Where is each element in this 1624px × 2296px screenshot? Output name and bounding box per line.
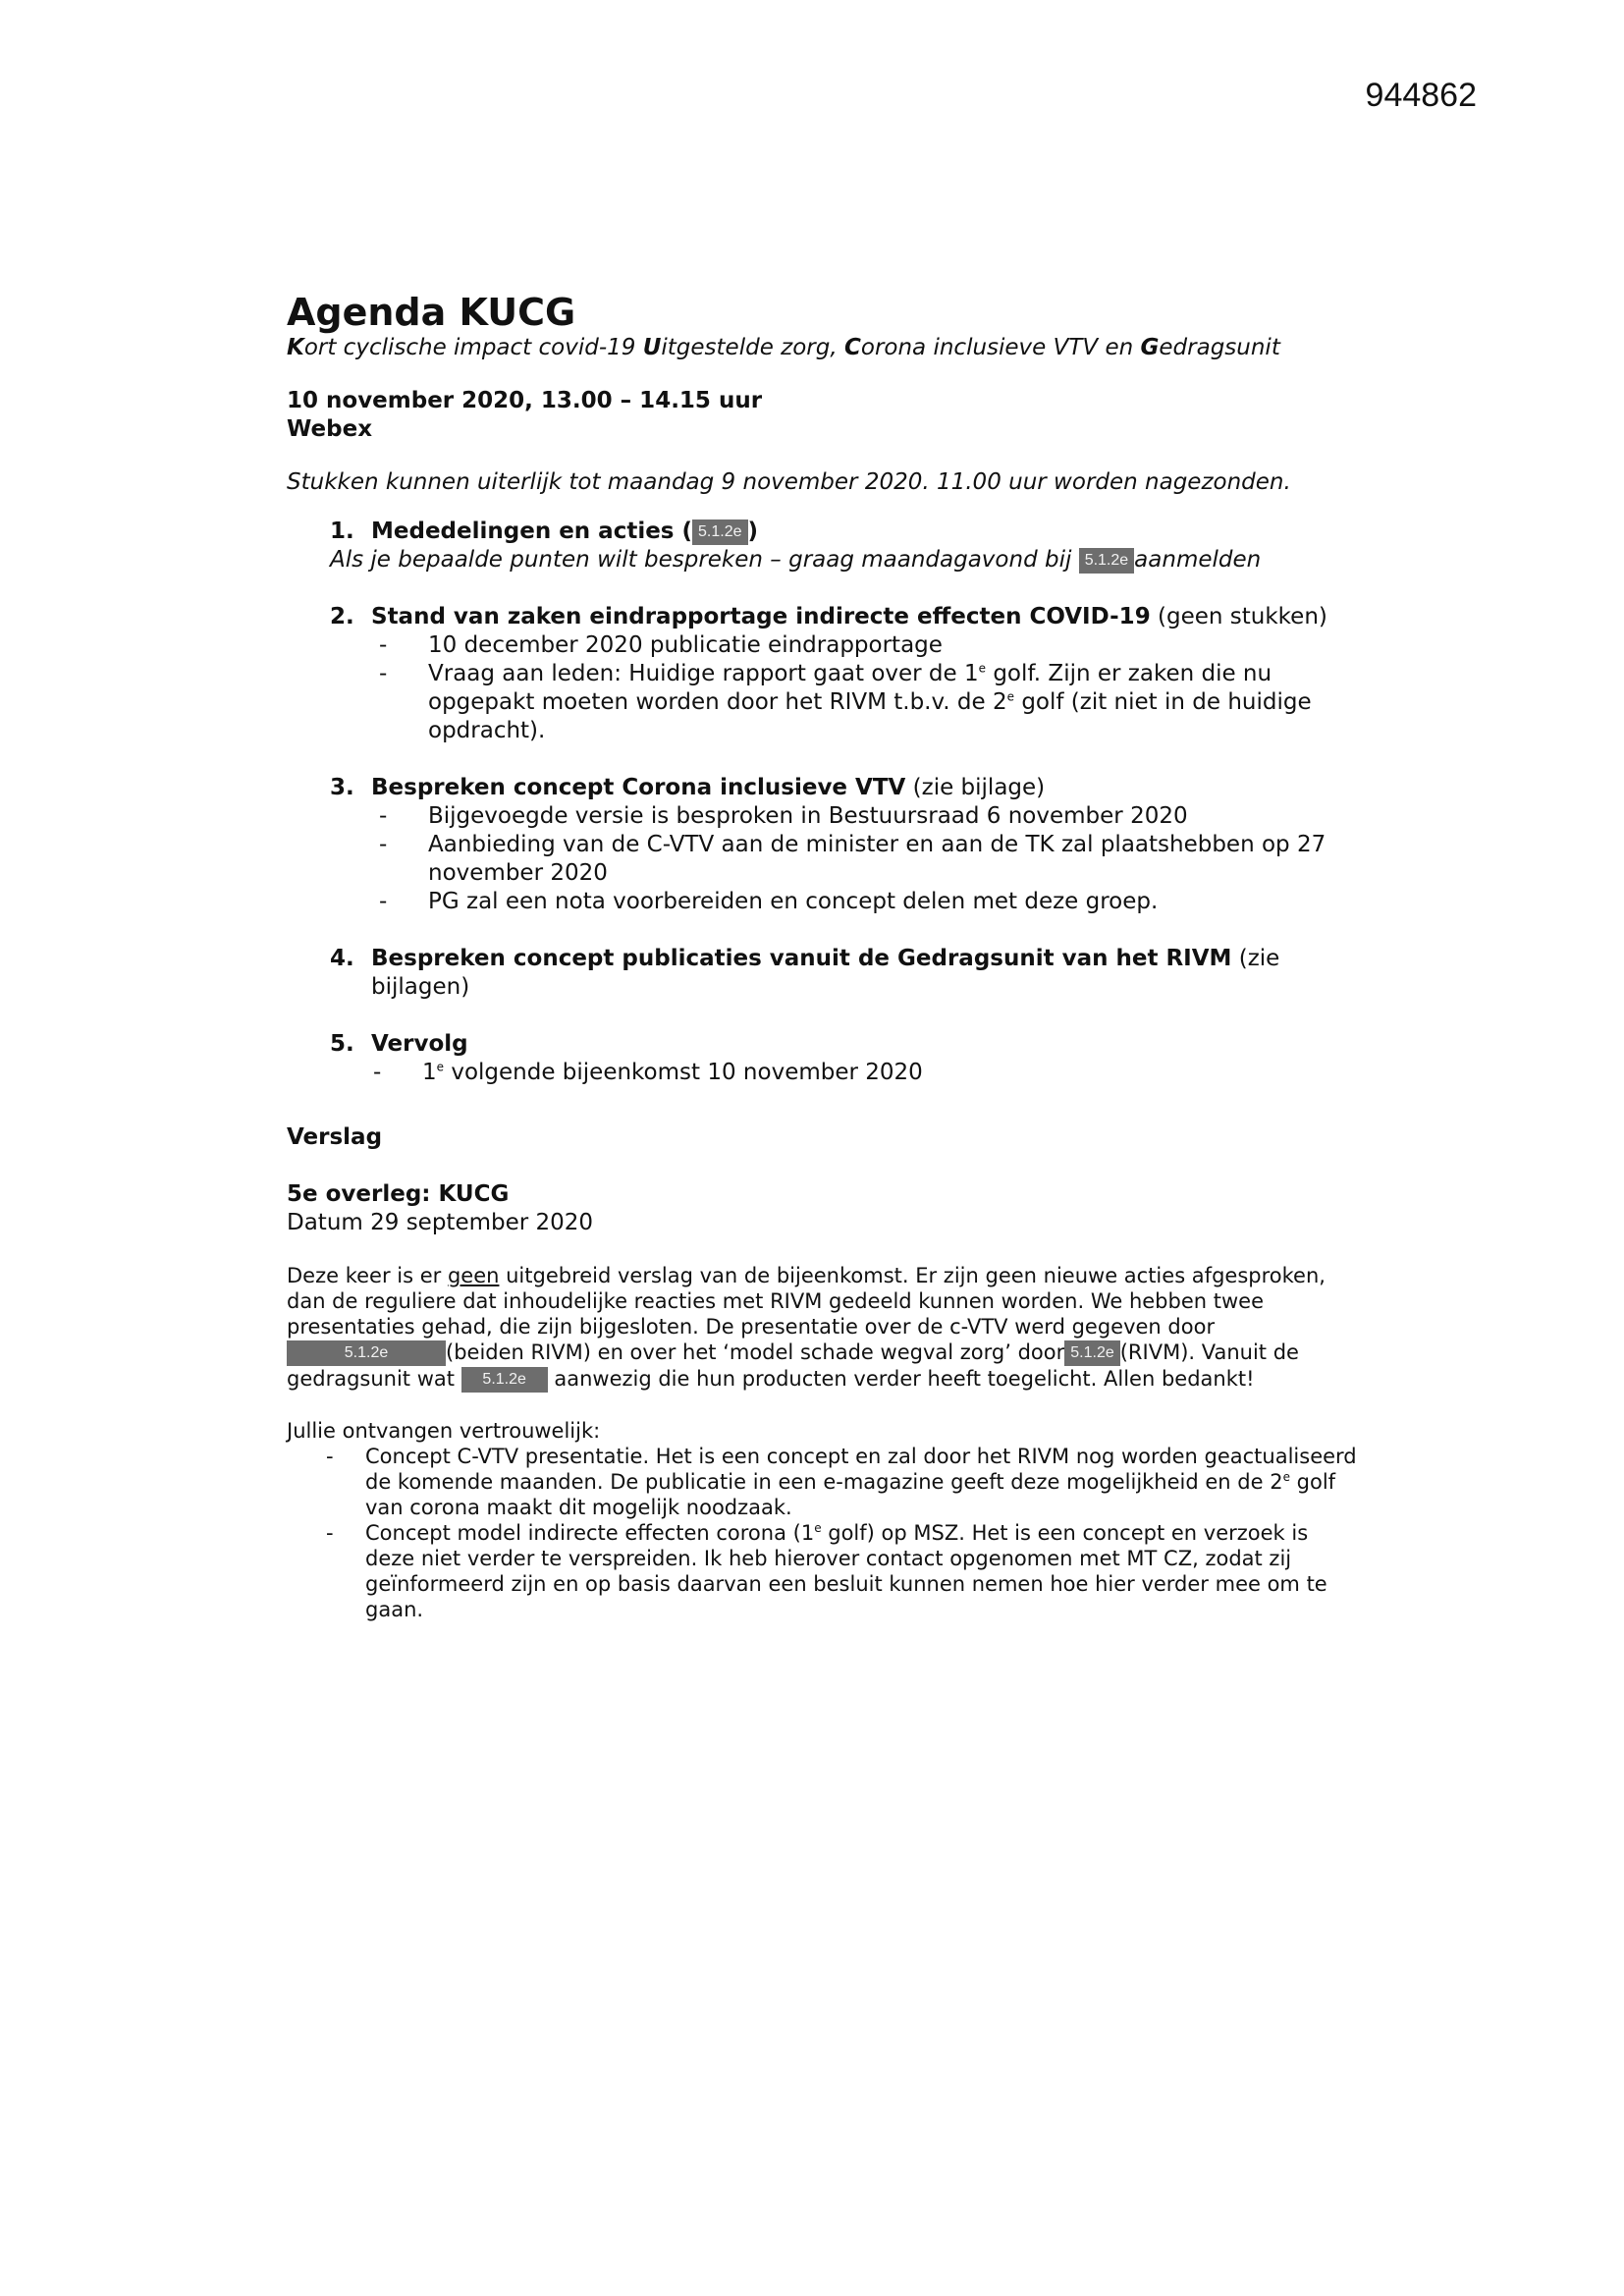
agenda-list <box>287 518 1357 1087</box>
agenda-item-3: 3. Bespreken concept Corona inclusieve VTV (zie bijlage) - Bijgevoegde versie is besproken in Bestuursraad 6 november 2020 - Aanbieding van de C-VTV aan de minister en aan de TK zal plaatshebben op 27 november 2020 - PG zal een nota voorbereiden en concept delen met deze groep. <box>330 774 1357 916</box>
item-title: Bespreken concept Corona inclusieve VTV <box>371 775 906 800</box>
list-item: - 1e volgende bijeenkomst 10 november 2020 <box>373 1059 1357 1087</box>
item-subtext: Als je bepaalde punten wilt bespreken – graag maandagavond bij 5.1.2e aanmelden <box>330 547 1262 573</box>
item-bullets <box>330 802 1357 916</box>
subtitle: Kort cyclische impact covid-19 Uitgestelde zorg, Corona inclusieve VTV en Gedragsunit <box>287 335 1280 360</box>
list-item: - Concept model indirecte effecten corona (1e golf) op MSZ. Het is een concept en verzoek is deze niet verder te verspreiden. Ik heb hierover contact opgenomen met MT CZ, zodat zij geïnformeerd zijn en op basis daarvan een besluit kunnen nemen hoe hier verder mee om te gaan. <box>326 1520 1357 1622</box>
item-number: 5. <box>330 1031 354 1057</box>
submission-note: Stukken kunnen uiterlijk tot maandag 9 november 2020. 11.00 uur worden nagezonden. <box>287 469 1291 495</box>
item-title: Vervolg <box>371 1031 468 1057</box>
agenda-item-2: 2. Stand van zaken eindrapportage indirecte effecten COVID-19 (geen stukken) - 10 december 2020 publicatie eindrapportage - Vraag aan leden: Huidige rapport gaat over de 1e golf. Zijn er zaken die nu opgepakt moeten worden door het RIVM t.b.v. de 2e golf (zit niet in de huidige opdracht). <box>330 603 1357 745</box>
item-bullets <box>330 631 1357 745</box>
list-item: - Aanbieding van de C-VTV aan de minister en aan de TK zal plaatshebben op 27 november 2020 <box>379 831 1357 888</box>
redaction-box: 5.1.2e <box>1064 1340 1119 1366</box>
report-paragraph: Deze keer is er geen uitgebreid verslag van de bijeenkomst. Er zijn geen nieuwe acties afgesproken, dan de reguliere dat inhoudelijke reacties met RIVM gedeeld kunnen worden. We hebben twee presentaties gehad, die zijn bijgesloten. De presentatie over de c-VTV werd gegeven door 5.1.2e (beiden RIVM) en over het ‘model schade wegval zorg’ door 5.1.2e (RIVM). Vanuit de gedragsunit wat 5.1.2e aanwezig die hun producten verder heeft toegelicht. Allen bedankt! <box>287 1264 1326 1391</box>
item-title: Bespreken concept publicaties vanuit de Gedragsunit van het RIVM <box>371 946 1232 971</box>
item-number: 1. <box>330 519 354 544</box>
meeting-title: 5e overleg: KUCG <box>287 1181 510 1207</box>
list-item: - 10 december 2020 publicatie eindrapportage <box>379 631 1357 660</box>
item-number: 4. <box>330 946 354 971</box>
item-title: Stand van zaken eindrapportage indirecte effecten COVID-19 <box>371 604 1151 629</box>
report-heading: Verslag <box>287 1124 383 1150</box>
list-item: - Bijgevoegde versie is besproken in Bestuursraad 6 november 2020 <box>379 802 1357 831</box>
meeting-meta <box>287 387 1357 444</box>
report-body <box>287 1263 1357 1622</box>
meeting-date: 10 november 2020, 13.00 – 14.15 uur <box>287 388 763 413</box>
agenda-item-4: 4. Bespreken concept publicaties vanuit de Gedragsunit van het RIVM (zie bijlagen) <box>330 946 1280 1000</box>
redaction-box: 5.1.2e <box>1079 548 1134 574</box>
item-number: 2. <box>330 604 354 629</box>
agenda-item-1: 1. Mededelingen en acties ( 5.1.2e ) Als je bepaalde punten wilt bespreken – graag maandagavond bij 5.1.2e aanmelden <box>330 518 1357 574</box>
list-item: - Vraag aan leden: Huidige rapport gaat over de 1e golf. Zijn er zaken die nu opgepakt moeten worden door het RIVM t.b.v. de 2e golf (zit niet in de huidige opdracht). <box>379 660 1357 745</box>
report-bullets <box>287 1444 1357 1622</box>
item-number: 3. <box>330 775 354 800</box>
item-bullets <box>330 1059 1357 1087</box>
meeting-report-date: Datum 29 september 2020 <box>287 1210 594 1235</box>
document-page <box>287 291 1357 1622</box>
item-title: Mededelingen en acties ( <box>371 519 693 544</box>
list-item: - PG zal een nota voorbereiden en concept delen met deze groep. <box>379 888 1357 916</box>
document-number: 944862 <box>1365 77 1477 114</box>
report-paragraph: Jullie ontvangen vertrouwelijk: <box>287 1419 601 1443</box>
agenda-item-5 <box>330 1030 1357 1087</box>
list-item: - Concept C-VTV presentatie. Het is een concept en zal door het RIVM nog worden geactualiseerd de komende maanden. De publicatie in een e-magazine geeft deze mogelijkheid en de 2e golf van corona maakt dit mogelijk noodzaak. <box>326 1444 1357 1520</box>
meeting-location: Webex <box>287 416 373 442</box>
redaction-box: 5.1.2e <box>692 519 747 545</box>
redaction-box: 5.1.2e <box>287 1340 446 1366</box>
page-title: Agenda KUCG <box>287 291 576 334</box>
redaction-box: 5.1.2e <box>461 1367 548 1393</box>
